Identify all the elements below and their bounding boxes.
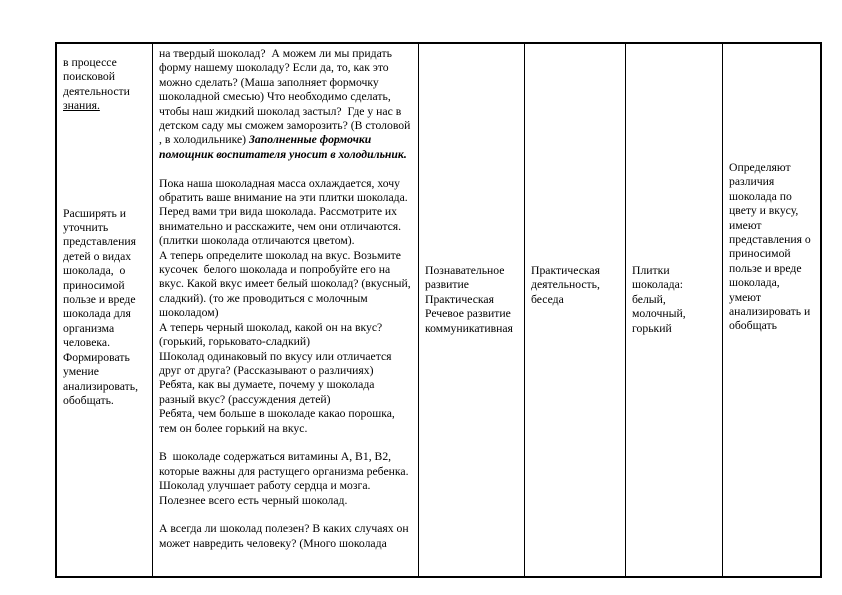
tasks-text: в процессе поисковой деятельности — [63, 56, 133, 98]
development-area-line: Практическая — [425, 292, 494, 306]
content-text: на твердый шоколад? А можем ли мы придать форму нашему шоколаду? Если да, то, как это можно сделать? (Маша заполняет формочку шоколадной смесью) Что необходимо сделать, чтобы наш жидкий шоколад застыл? Где у нас в детском саду мы сможем заморозить? (В столовой , в холодильнике) — [159, 47, 414, 147]
content-paragraph-9: А всегда ли шоколад полезен? В каких случаях он может навредить человеку? (Много шоколада — [159, 522, 412, 550]
content-paragraph-1 — [159, 47, 412, 162]
tasks-paragraph-1 — [63, 56, 146, 114]
activity-forms-text: Практическая деятельность, беседа — [531, 264, 603, 306]
lesson-plan-table — [55, 42, 822, 578]
content-italic-note: Заполненные формочки помощник воспитателя уносит в холодильник. — [159, 133, 407, 161]
content-paragraph-4: А теперь черный шоколад, какой он на вкус? (горький, горьковато-сладкий) — [159, 320, 386, 349]
blank-line — [159, 508, 412, 522]
cell-activity-content — [153, 44, 419, 576]
blank-line — [159, 436, 412, 450]
cell-activity-forms — [525, 44, 626, 576]
content-paragraph-5: Шоколад одинаковый по вкусу или отличается друг от друга? (Рассказывают о различиях) — [159, 349, 395, 377]
cell-materials — [626, 44, 723, 576]
tasks-underlined-word: знания. — [63, 99, 100, 113]
cell-tasks — [57, 44, 153, 576]
content-paragraph-7: Ребята, чем больше в шоколаде какао порошка, тем он более горький на вкус. — [159, 407, 398, 435]
tasks-paragraph-2: Расширять и уточнить представления детей о видах шоколада, о приносимой пользе и вреде шоколада для организма человека. Формировать умение анализировать, обобщать. — [63, 206, 141, 407]
cell-expected-results — [723, 44, 820, 576]
development-area-line: Речевое развитие — [425, 307, 511, 321]
development-area-line: коммуникативная — [425, 321, 513, 335]
content-paragraph-3: А теперь определите шоколад на вкус. Возьмите кусочек белого шоколада и попробуйте его на вкус. Какой вкус имеет белый шоколад? (вкусный, сладкий). (то же проводиться с молочным шоколадом) — [159, 248, 414, 320]
cell-development-areas — [419, 44, 525, 576]
content-paragraph-2: Пока наша шоколадная масса охлаждается, хочу обратить ваше внимание на эти плитки шоколада. Перед вами три вида шоколада. Рассмотрите их внимательно и расскажите, чем они отличаются. (плитки шоколада отличаются цветом). — [159, 176, 411, 248]
development-area-line: Познавательное развитие — [425, 264, 508, 292]
materials-text: Плитки шоколада: белый, молочный, горький — [632, 264, 689, 335]
content-paragraph-6: Ребята, как вы думаете, почему у шоколада разный вкус? (рассуждения детей) — [159, 378, 378, 406]
content-paragraph-8: В шоколаде содержаться витамины А, В1, В2, которые важны для растущего организма ребенка. Шоколад улучшает работу сердца и мозга. Полезнее всего есть черный шоколад. — [159, 450, 412, 507]
blank-line — [159, 162, 412, 176]
expected-results-text: Определяют различия шоколада по цвету и вкусу, имеют представления о приносимой пользе и вреде шоколада, умеют анализировать и обобщать — [729, 161, 814, 333]
